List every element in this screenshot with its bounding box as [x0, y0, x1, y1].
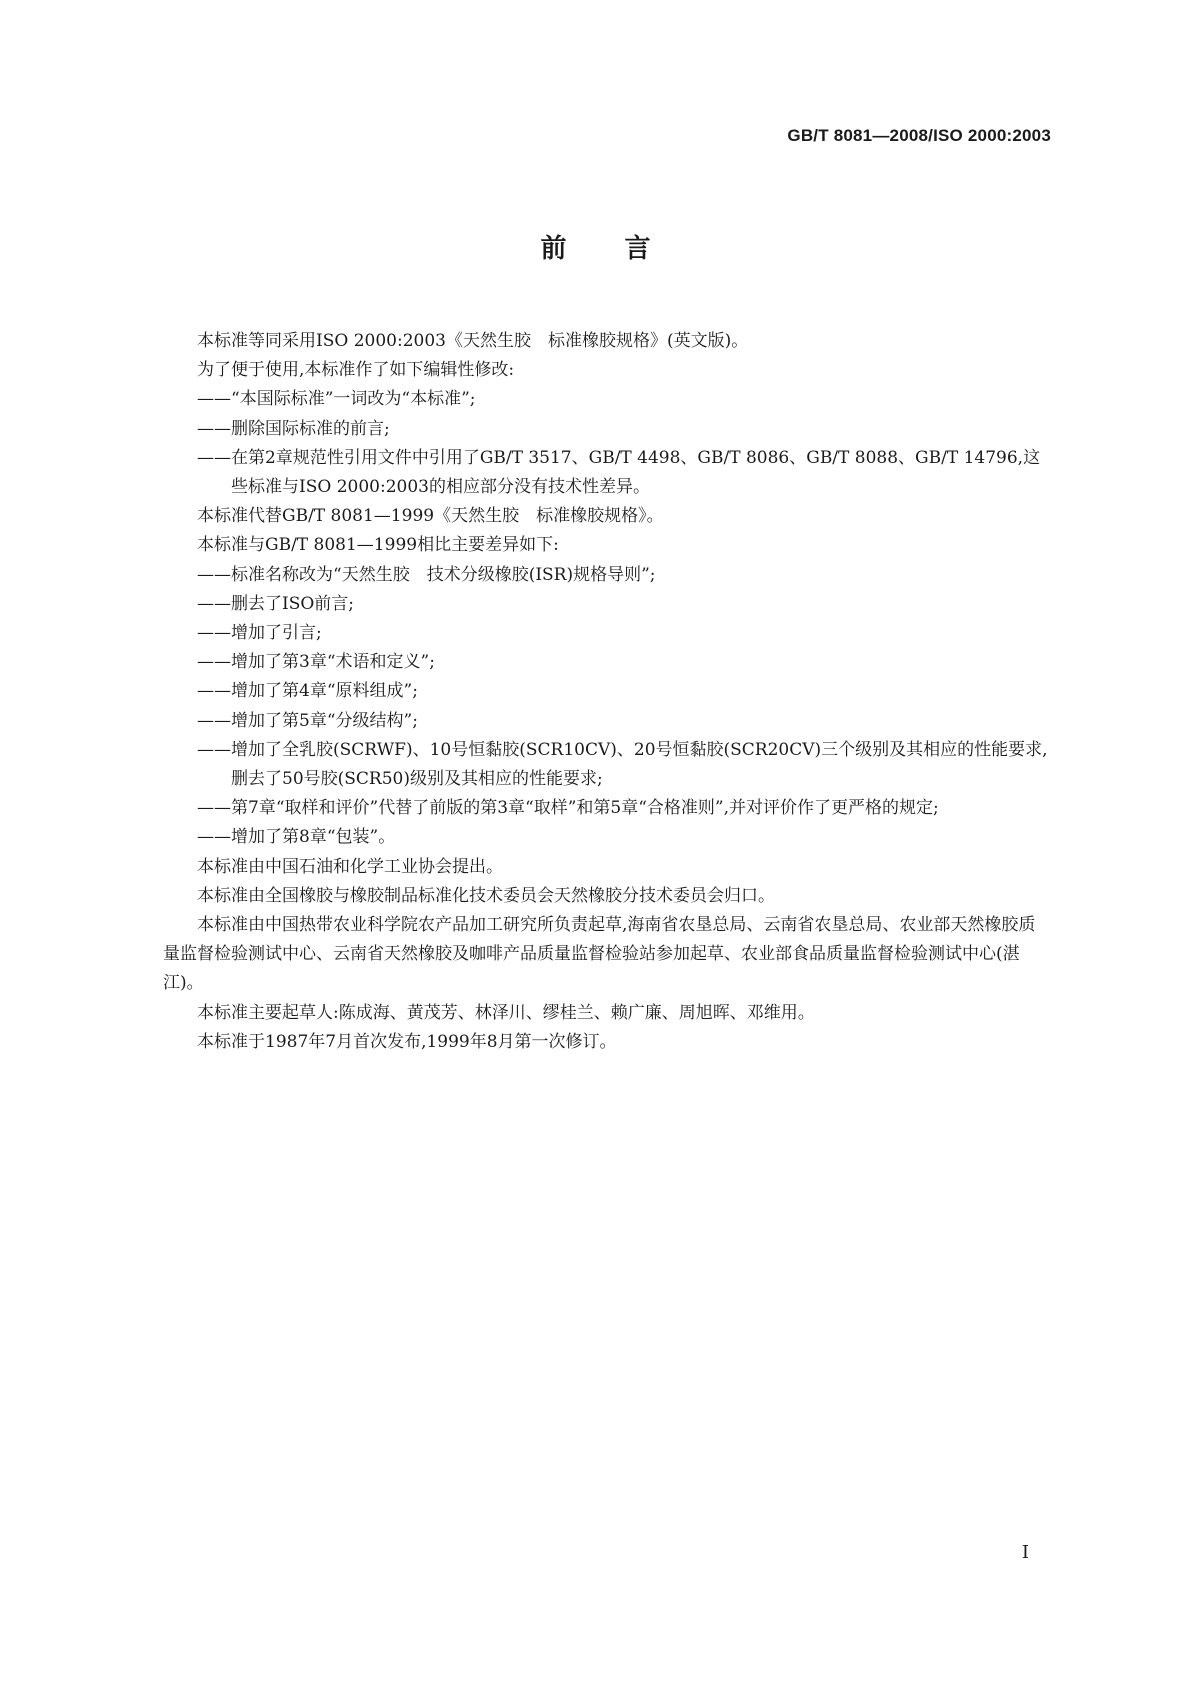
paragraph-text: 本标准由中国石油和化学工业协会提出。	[197, 856, 503, 877]
paragraph-text: 在第2章规范性引用文件中引用了GB/T 3517、GB/T 4498、GB/T 8086、GB/T 8088、GB/T 14796,这些标准与ISO 2000:2003的相应部分没有技术性差异。	[231, 447, 1041, 498]
paragraph	[163, 502, 1051, 531]
paragraph	[163, 999, 1051, 1028]
paragraph	[163, 327, 1051, 356]
paragraph	[163, 356, 1051, 385]
list-item	[163, 648, 1051, 677]
paragraph-text: 删除国际标准的前言;	[231, 418, 390, 439]
list-item	[163, 415, 1051, 444]
list-dash: ——	[197, 827, 231, 848]
list-item	[163, 444, 1051, 502]
paragraph-text: 第7章“取样和评价”代替了前版的第3章“取样”和第5章“合格准则”,并对评价作了更严格的规定;	[231, 798, 939, 819]
paragraph-text: 删去了ISO前言;	[231, 593, 355, 614]
paragraph-text: 标准名称改为“天然生胶 技术分级橡胶(ISR)规格导则”;	[231, 564, 656, 585]
paragraph-text: 增加了第4章“原料组成”;	[231, 681, 418, 702]
body-text	[163, 327, 1051, 1057]
list-item	[163, 619, 1051, 648]
list-item	[163, 385, 1051, 414]
list-dash: ——	[197, 418, 231, 439]
list-dash: ——	[197, 739, 231, 760]
list-dash: ——	[197, 623, 231, 644]
list-item	[163, 736, 1051, 794]
standard-code-header: GB/T 8081—2008/ISO 2000:2003	[787, 126, 1051, 145]
list-item	[163, 823, 1051, 852]
list-dash: ——	[197, 564, 231, 585]
list-item	[163, 794, 1051, 823]
paragraph	[163, 882, 1051, 911]
paragraph	[163, 853, 1051, 882]
paragraph-text: 增加了第8章“包装”。	[231, 827, 396, 848]
paragraph-text: 本标准与GB/T 8081—1999相比主要差异如下:	[197, 535, 559, 556]
list-dash: ——	[197, 593, 231, 614]
paragraph	[163, 911, 1051, 999]
paragraph	[163, 531, 1051, 560]
list-dash: ——	[197, 681, 231, 702]
paragraph-text: 本标准由全国橡胶与橡胶制品标准化技术委员会天然橡胶分技术委员会归口。	[197, 885, 775, 906]
paragraph-text: 本标准等同采用ISO 2000:2003《天然生胶 标准橡胶规格》(英文版)。	[197, 331, 749, 351]
paragraph-text: 本标准于1987年7月首次发布,1999年8月第一次修订。	[197, 1031, 617, 1052]
list-dash: ——	[197, 389, 231, 410]
paragraph-text: 增加了第3章“术语和定义”;	[231, 652, 435, 673]
paragraph-text: 本标准主要起草人:陈成海、黄茂芳、林泽川、缪桂兰、赖广廉、周旭晖、邓维用。	[197, 1002, 815, 1023]
paragraph-text: 增加了引言;	[231, 623, 322, 644]
page-number: I	[1021, 1542, 1029, 1563]
list-item	[163, 677, 1051, 706]
paragraph-text: 本标准由中国热带农业科学院农产品加工研究所负责起草,海南省农垦总局、云南省农垦总局、农业部天然橡胶质量监督检验测试中心、云南省天然橡胶及咖啡产品质量监督检验站参加起草、农业部食品质量监督检验测试中心(湛江)。	[163, 915, 1036, 994]
paragraph-text: “本国际标准”一词改为“本标准”;	[231, 389, 476, 410]
list-dash: ——	[197, 652, 231, 673]
list-dash: ——	[197, 710, 231, 731]
paragraph	[163, 1028, 1051, 1057]
paragraph-text: 增加了第5章“分级结构”;	[231, 710, 418, 731]
list-item	[163, 590, 1051, 619]
page-title: 前言	[540, 234, 709, 264]
list-dash: ——	[197, 798, 231, 819]
list-dash: ——	[197, 447, 231, 468]
paragraph-text: 本标准代替GB/T 8081—1999《天然生胶 标准橡胶规格》。	[197, 506, 664, 527]
list-item	[163, 707, 1051, 736]
list-item	[163, 561, 1051, 590]
paragraph-text: 增加了全乳胶(SCRWF)、10号恒黏胶(SCR10CV)、20号恒黏胶(SCR20CV)三个级别及其相应的性能要求,删去了50号胶(SCR50)级别及其相应的性能要求;	[231, 739, 1048, 790]
paragraph-text: 为了便于使用,本标准作了如下编辑性修改:	[197, 360, 515, 381]
